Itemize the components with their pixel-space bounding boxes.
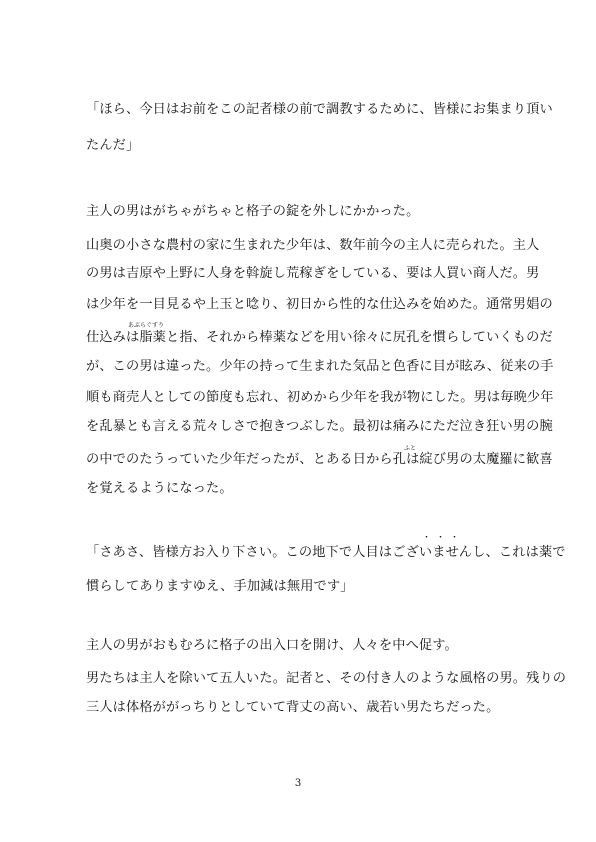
text-line: 順も商売人としての節度も忘れ、初めから少年を我が物にした。男は毎晩少年	[86, 390, 554, 405]
text-line: 男たちは主人を除いて五人いた。記者と、その付き人のような風格の男。残りの	[86, 671, 567, 686]
ruby-annotation: ふと	[404, 445, 417, 452]
text-line: の中でのたうっていた少年だったが、とある日から孔は綻び男の太魔羅に歓喜	[86, 452, 553, 467]
text-line: 主人の男はがちゃがちゃと格子の錠を外しにかかった。	[86, 204, 420, 219]
text-line: が、この男は違った。少年の持って生まれた気品と色香に目が眩み、従来の手	[86, 359, 554, 374]
text-line: 「さあさ、皆様方お入り下さい。この地下で人目はございませんし、これは薬で	[86, 545, 566, 560]
text-line: は少年を一目見るや上玉と唸り、初日から性的な仕込みを始めた。通常男娼の	[86, 297, 553, 312]
text-line: を乱暴とも言える荒々しさで抱きつぶした。最初は痛みにただ泣き狂い男の腕	[86, 419, 553, 434]
emphasis-dots: ・・・	[422, 533, 465, 543]
text-line: たんだ」	[86, 138, 140, 153]
text-line: 「ほら、今日はお前をこの記者様の前で調教するために、皆様にお集まり頂い	[86, 102, 553, 117]
text-line: 山奥の小さな農村の家に生まれた少年は、数年前今の主人に売られた。主人	[86, 238, 540, 253]
text-line: 三人は体格ががっちりとしていて背丈の高い、歳若い男たちだった。	[86, 700, 500, 715]
page-number: 3	[294, 778, 302, 789]
ruby-annotation: あぶらぐすり	[128, 322, 165, 329]
text-line: の男は吉原や上野に人身を斡旋し荒稼ぎをしている、要は人買い商人だ。男	[86, 266, 540, 281]
text-line: 主人の男がおもむろに格子の出入口を開け、人々を中へ促す。	[86, 638, 458, 653]
text-line: 仕込みは脂薬と指、それから棒薬などを用い徐々に尻孔を慣らしていくものだ	[86, 330, 553, 345]
text-line: を覚えるようになった。	[86, 481, 233, 496]
text-line: 慣らしてありますゆえ、手加減は無用です」	[86, 579, 354, 594]
